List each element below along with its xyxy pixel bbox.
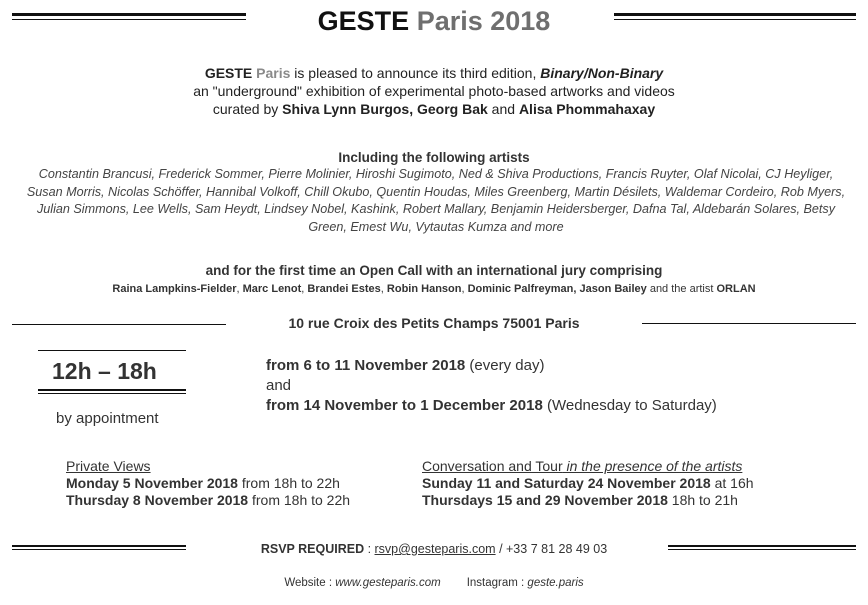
curator-last: Alisa Phommahaxay [518, 101, 656, 117]
jury-sep: and the artist [646, 283, 717, 295]
private-view-time: from 18h to 22h [248, 492, 351, 508]
intro-line-2: an "underground" exhibition of experimental photo-based artworks and videos [193, 83, 675, 99]
artists-heading: Including the following artists [338, 150, 530, 165]
intro-line-1 [0, 64, 868, 82]
website-link[interactable]: www.gesteparis.com [335, 577, 441, 589]
rsvp-phone: / +33 7 81 28 49 03 [495, 542, 608, 556]
conversation-time: 18h to 21h [667, 492, 738, 508]
by-appointment: by appointment [56, 410, 159, 427]
jury-member: Robin Hanson [386, 283, 462, 295]
rsvp-email-link[interactable]: rsvp@gesteparis.com [374, 542, 496, 556]
jury-sep: , [380, 283, 387, 295]
private-view-row [66, 492, 350, 509]
jury-member: Dominic Palfreyman, [467, 283, 577, 295]
date-period-1-note: (every day) [465, 357, 545, 374]
conversation-row [422, 475, 754, 492]
date-period-1 [266, 356, 717, 376]
date-period-2-note: (Wednesday to Saturday) [542, 397, 717, 414]
private-view-date: Monday 5 November 2018 [66, 475, 238, 491]
intro-brand-city: Paris [256, 65, 291, 81]
jury-list [0, 283, 868, 295]
instagram-label: Instagram : [466, 577, 528, 589]
private-views-heading: Private Views [66, 458, 151, 474]
hours-rule-bottom-thin [38, 393, 186, 394]
curators-and: and [487, 101, 519, 117]
conversation-heading-italic: in the presence of the artists [562, 458, 743, 474]
private-view-row [66, 475, 350, 492]
conversation-tour [422, 458, 754, 509]
edition-title: Binary/Non-Binary [540, 65, 664, 81]
opening-hours: 12h – 18h [52, 358, 157, 384]
private-view-time: from 18h to 22h [237, 475, 340, 491]
intro-paragraph [0, 64, 868, 118]
conversation-row [422, 492, 754, 509]
conversation-time: at 16h [710, 475, 754, 491]
intro-line-3 [0, 100, 868, 118]
jury-sep: , [236, 283, 243, 295]
jury-member: Raina Lampkins-Fielder [112, 283, 237, 295]
venue-address: 10 rue Croix des Petits Champs 75001 Paris [288, 315, 580, 331]
private-view-date: Thursday 8 November 2018 [66, 492, 249, 508]
rsvp-colon: : [364, 542, 375, 556]
title-rest: Paris 2018 [416, 6, 551, 36]
date-period-2 [266, 396, 717, 416]
curators: Shiva Lynn Burgos, Georg Bak [282, 101, 488, 117]
curated-by-label: curated by [212, 101, 283, 117]
title-brand: GESTE [317, 6, 410, 36]
jury-sep: , [461, 283, 468, 295]
private-views [66, 458, 350, 509]
date-and: and [266, 377, 292, 394]
artists-list: Constantin Brancusi, Frederick Sommer, Pierre Molinier, Hiroshi Sugimoto, Ned & Shiva Productions, Francis Ruyter, Olaf Nicolai, CJ Heyliger, Susan Morris, Nicolas Schöffer, Hannibal Volkoff, Chill Okubo, Quentin Houdas, Miles Greenberg, Martin Désilets, Waldemar Cordeiro, Rob Myers, Julian Simmons, Lee Wells, Sam Heydt, Lindsey Nobel, Kashink, Robert Mallary, Benjamin Heidersberger, Dafna Tal, Aldebarán Solares, Betsy Green, Emest Wu, Vytautas Kumza and more [26, 167, 846, 234]
website-label: Website : [284, 577, 336, 589]
intro-line1-text: is pleased to announce its third edition, [290, 65, 541, 81]
page-title [0, 6, 868, 37]
conversation-heading-text: Conversation and Tour [422, 458, 563, 474]
conversation-heading [422, 458, 754, 475]
jury-member: Brandei Estes [307, 283, 381, 295]
footer [0, 577, 868, 589]
instagram-link[interactable]: geste.paris [527, 577, 584, 589]
intro-brand: GESTE [204, 65, 253, 81]
rsvp-line [0, 542, 868, 556]
jury-member: Marc Lenot [242, 283, 302, 295]
conversation-date: Thursdays 15 and 29 November 2018 [422, 492, 668, 508]
hours-rule-bottom-thick [38, 389, 186, 391]
date-period-1-range: from 6 to 11 November 2018 [266, 357, 466, 374]
rsvp-label: RSVP REQUIRED [260, 542, 365, 556]
exhibition-dates [266, 356, 717, 416]
jury-member: Jason Bailey [579, 283, 647, 295]
jury-sep: , [301, 283, 308, 295]
conversation-date: Sunday 11 and Saturday 24 November 2018 [422, 475, 711, 491]
date-period-2-range: from 14 November to 1 December 2018 [266, 397, 543, 414]
hours-rule-top [38, 350, 186, 351]
open-call-heading: and for the first time an Open Call with an international jury comprising [205, 263, 663, 278]
jury-member: ORLAN [716, 283, 756, 295]
